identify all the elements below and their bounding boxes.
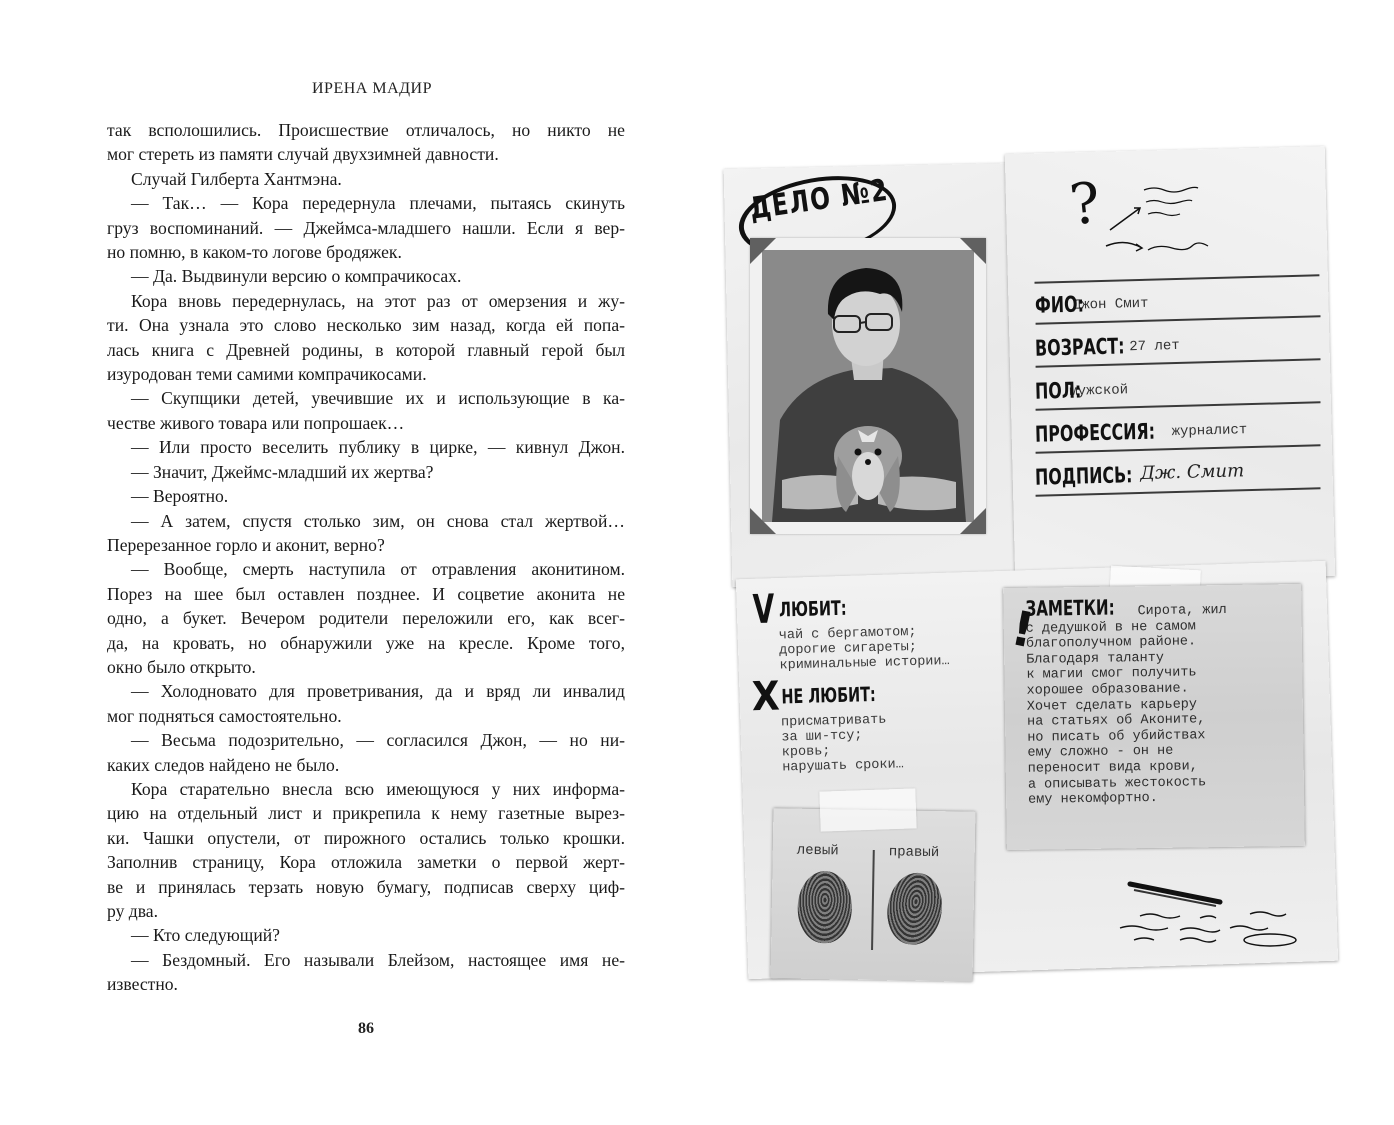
notes-line: с дедушкой в не самом xyxy=(1025,619,1196,637)
field-label: ПРОФЕССИЯ: xyxy=(1034,419,1156,448)
page-number: 86 xyxy=(358,1020,374,1037)
text-line: ти. Она узнала это слово несколько зим назад, когда ей попа- xyxy=(107,315,625,336)
body-text xyxy=(107,118,625,997)
notes-line: Сирота, жил xyxy=(1137,602,1227,620)
text-line: груз воспоминаний. — Джеймса-младшего нашли. Если я вер- xyxy=(107,217,625,238)
likes-list xyxy=(779,623,1000,674)
text-line: Перерезанное горло и аконит, верно? xyxy=(107,534,385,555)
notes-line: на статьях об Аконите, xyxy=(1026,712,1206,730)
text-line: цию на отдельный лист и прикрепила к нему газетные вырез- xyxy=(107,803,625,824)
text-line: — Так… — Кора передернула плечами, пытаясь скинуть xyxy=(131,193,625,214)
notes-line: Благодаря таланту xyxy=(1026,650,1165,668)
likes-label: ЛЮБИТ: xyxy=(778,595,847,622)
text-line: мог подняться самостоятельно. xyxy=(107,705,342,726)
divider xyxy=(871,850,875,950)
dislikes-item: за ши-тсу; xyxy=(781,728,863,746)
field-label: ПОДПИСЬ: xyxy=(1034,463,1133,491)
fingerprint-right-icon xyxy=(882,869,947,949)
text-line: Порез на шее был оставлен позднее. И соцветие аконита не xyxy=(107,583,625,604)
question-mark-icon: ? xyxy=(1066,170,1104,239)
likes-item: криминальные истории… xyxy=(779,654,950,674)
notes-card xyxy=(1003,584,1305,850)
signature-value: Дж. Смит xyxy=(1140,460,1245,484)
text-line: честве живого товара или попрошаек… xyxy=(107,412,405,433)
notes-line: Хочет сделать карьеру xyxy=(1026,696,1198,715)
field-label: ФИО: xyxy=(1034,292,1085,319)
text-line: — Или просто веселить публику в цирке, — кивнул Джон. xyxy=(131,437,625,458)
text-line: да, на кровать, но обнаружили уже на кресле. Кроме того, xyxy=(107,632,625,653)
exclamation-mark-icon: ! xyxy=(1006,600,1039,660)
text-line: ки. Чашки опустели, от пирожного остались только крошки. xyxy=(107,827,625,848)
text-line: — Весьма подозрительно, — согласился Джон, — но ни- xyxy=(131,730,625,751)
text-line: — Бездомный. Его называли Блейзом, настоящее имя не- xyxy=(131,949,625,970)
text-line: — А затем, спустя столько зим, он снова стал жертвой… xyxy=(131,510,625,531)
case-title: ДЕЛО №2 xyxy=(747,172,891,227)
text-line: — Да. Выдвинули версию о компрачикосах. xyxy=(131,266,462,287)
cross-mark-icon: X xyxy=(751,673,781,721)
handwritten-scribble-icon xyxy=(1110,868,1310,948)
field-value: мужской xyxy=(1069,382,1129,400)
text-line: изуродован теми самими компрачикосами. xyxy=(107,364,427,385)
text-line: — Вероятно. xyxy=(131,486,229,507)
text-line: — Скупщики детей, увечившие их и использующие в ка- xyxy=(131,388,625,409)
field-signature xyxy=(1034,446,1320,496)
text-line: но помню, в каком-то логове бродяжек. xyxy=(107,242,402,263)
portrait-illustration-icon xyxy=(762,250,974,522)
dislikes-item: присматривать xyxy=(780,712,887,731)
text-line: Случай Гилберта Хантмэна. xyxy=(131,168,342,189)
text-line: — Холодновато для проветривания, да и вряд ли инвалид xyxy=(131,681,625,702)
case-dossier-illustration xyxy=(720,138,1340,978)
likes-dislikes-section xyxy=(748,585,1003,776)
text-line: — Значит, Джеймс-младший их жертва? xyxy=(131,461,434,482)
running-head-author: ИРЕНА МАДИР xyxy=(312,80,432,97)
text-line: Кора старательно внесла всю имеющуюся у них информа- xyxy=(131,778,625,799)
notes-line: ему сложно - он не xyxy=(1027,744,1174,762)
portrait-photo-frame xyxy=(750,238,986,534)
notes-line: к магии смог получить xyxy=(1026,665,1197,684)
text-line: окно было открыто. xyxy=(107,656,256,677)
field-label: ПОЛ: xyxy=(1034,378,1082,405)
checkmark-icon: V xyxy=(752,586,776,634)
text-line: лась книга с Древней родины, в которой главный герой был xyxy=(107,339,625,360)
notes-line: а описывать жестокость xyxy=(1027,774,1207,793)
field-age xyxy=(1034,317,1320,367)
text-line: Кора вновь передернулась, на этот раз от омерзения и жу- xyxy=(131,290,625,311)
field-profession xyxy=(1034,403,1320,453)
text-line: Заполнив страницу, Кора отложила заметки о первой жерт- xyxy=(107,852,625,873)
dislikes-list xyxy=(781,710,1002,776)
fingerprint-card xyxy=(771,808,976,981)
left-print-label: левый xyxy=(796,842,839,860)
text-line: — Вообще, смерть наступила от отравления аконитином. xyxy=(131,559,625,580)
text-line: ве и принялась терзать новую бумагу, подписав сверху циф- xyxy=(107,876,625,897)
field-value: Джон Смит xyxy=(1072,295,1149,314)
fingerprint-left-icon xyxy=(797,871,852,944)
field-value: 27 лет xyxy=(1129,337,1180,356)
notes-text xyxy=(1013,595,1294,809)
text-line: известно. xyxy=(107,974,178,995)
notes-content xyxy=(1006,595,1294,809)
notes-label: ЗАМЕТКИ: xyxy=(1025,595,1115,621)
right-print-label: правый xyxy=(888,844,940,862)
text-line: — Кто следующий? xyxy=(131,925,280,946)
personal-info-fields xyxy=(1035,278,1320,493)
notes-line: хорошее образование. xyxy=(1026,681,1189,699)
field-sex xyxy=(1034,360,1320,410)
dislikes-label: НЕ ЛЮБИТ: xyxy=(780,681,876,709)
scribble-arrows-icon xyxy=(1070,168,1230,258)
text-line: одно, а букет. Вечером родители переложили его, как всег- xyxy=(107,608,625,629)
likes-item: дорогие сигареты; xyxy=(778,639,918,659)
notes-line: переносит вида крови, xyxy=(1027,759,1198,777)
text-line: мог стереть из памяти случай двухзимней давности. xyxy=(107,144,499,165)
field-label: ВОЗРАСТ: xyxy=(1034,334,1125,362)
dislikes-item: нарушать сроки… xyxy=(782,757,904,776)
likes-item: чай с бергамотом; xyxy=(778,624,917,644)
handwritten-note-top xyxy=(1066,168,1230,258)
notes-line: но писать об убийствах xyxy=(1027,728,1206,746)
notes-line: благополучном районе. xyxy=(1025,634,1197,652)
text-line: так всполошились. Происшествие отличалось, но никто не xyxy=(107,120,625,140)
dislikes-heading xyxy=(750,672,1001,721)
notes-line: ему некомфортно. xyxy=(1028,791,1158,808)
field-value: журналист xyxy=(1171,422,1248,441)
dislikes-item: кровь; xyxy=(781,744,831,761)
text-line: каких следов найдено не было. xyxy=(107,754,340,775)
field-full-name xyxy=(1034,274,1320,324)
tape-strip xyxy=(819,788,916,831)
portrait-photo xyxy=(762,250,974,522)
text-line: ру два. xyxy=(107,901,158,921)
